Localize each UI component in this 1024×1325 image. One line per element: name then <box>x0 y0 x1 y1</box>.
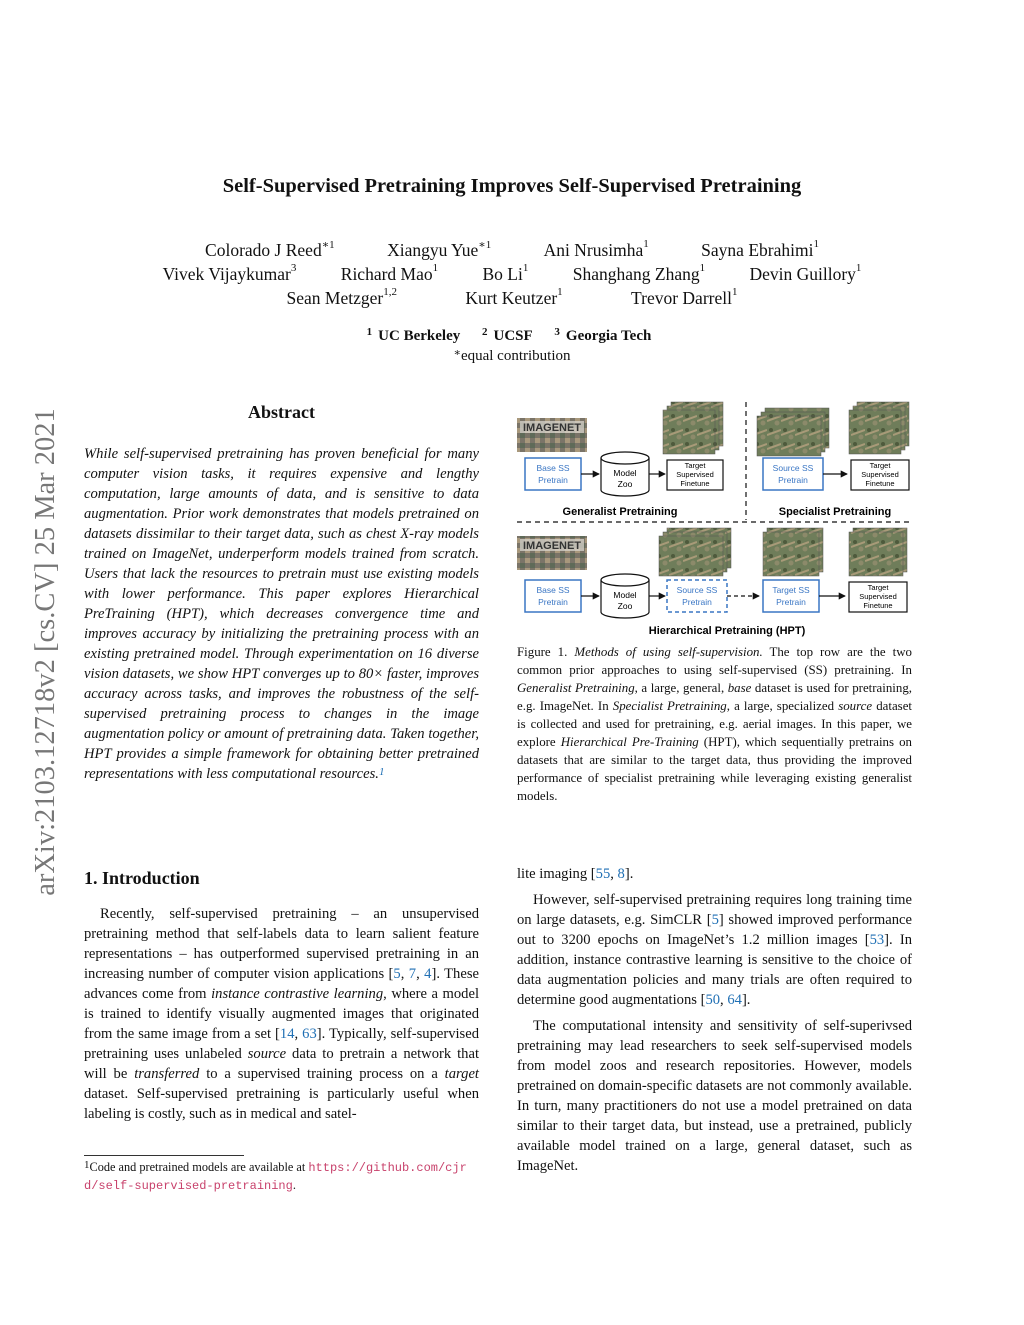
model-zoo-cylinder-2 <box>601 574 649 618</box>
intro-right-column <box>517 864 912 1176</box>
svg-text:Target: Target <box>869 461 891 470</box>
svg-text:Supervised: Supervised <box>859 592 897 601</box>
source-ss-box <box>763 458 823 490</box>
svg-text:Source SS: Source SS <box>772 463 814 473</box>
figure-1 <box>515 398 915 638</box>
hierarchical-label: Hierarchical Pretraining (HPT) <box>648 625 806 637</box>
section-heading-introduction: 1. Introduction <box>84 868 200 888</box>
author: Shanghang Zhang$^1$ <box>572 262 706 284</box>
author: Sean Metzger$^{1,2}$ <box>286 286 397 308</box>
author: Colorado J Reed$^{∗1}$ <box>205 239 335 260</box>
target-image-stack <box>663 402 723 454</box>
base-ss-box-2 <box>525 580 581 612</box>
imagenet-image-stack <box>517 418 587 452</box>
svg-text:IMAGENET: IMAGENET <box>522 540 582 552</box>
source-ss-box-2 <box>667 580 727 612</box>
svg-text:Zoo: Zoo <box>617 479 633 489</box>
affiliation: $^2$ UCSF <box>481 326 533 344</box>
author: Kurt Keutzer$^1$ <box>465 286 563 308</box>
author: Ani Nrusimha$^1$ <box>543 238 649 260</box>
specialist-label: Specialist Pretraining <box>778 506 892 518</box>
generalist-label: Generalist Pretraining <box>562 506 678 518</box>
author: Devin Guillory$^1$ <box>749 262 862 284</box>
svg-text:Base SS: Base SS <box>536 585 570 595</box>
affiliations <box>0 328 1024 345</box>
citation-link[interactable]: 14 <box>279 1026 295 1042</box>
footnote-link[interactable]: 1 <box>378 766 385 778</box>
citation-link[interactable]: 5 <box>393 966 401 982</box>
svg-text:Target SS: Target SS <box>772 585 810 595</box>
svg-text:Source SS: Source SS <box>676 585 718 595</box>
svg-text:Pretrain: Pretrain <box>538 475 568 485</box>
citation-link[interactable]: 55 <box>595 866 611 882</box>
intro-paragraph-2: However, self-supervised pretraining requires long training time on large datasets, e.g. SimCLR [5] showed improved performance out to 3200 epochs on ImageNet’s 1.2 million images [53]. In addition, instance contrastive learning is sensitive to the choice of data augmentation policies and many trials are often required to determine good augmentations [50, 64]. <box>517 892 912 1008</box>
svg-text:Pretrain: Pretrain <box>682 597 712 607</box>
target-ss-box <box>763 580 819 612</box>
target-image-stack-4 <box>849 528 907 576</box>
citation-link[interactable]: 63 <box>302 1026 317 1042</box>
target-image-stack-3 <box>763 528 823 576</box>
footnote: $^1$Code and pretrained models are available at https://github.com/cjrd/self-supervised-pretraining. <box>84 1159 467 1193</box>
svg-text:Supervised: Supervised <box>676 470 714 479</box>
svg-text:Finetune: Finetune <box>680 479 710 488</box>
target-finetune-box <box>667 460 723 490</box>
target-image-stack-2 <box>849 402 909 454</box>
citation-link[interactable]: 64 <box>727 992 742 1008</box>
author-row-1 <box>0 240 1024 261</box>
source-image-stack-2 <box>659 528 731 576</box>
imagenet-label: IMAGENET <box>522 422 582 434</box>
citation-link[interactable]: 53 <box>869 932 885 948</box>
intro-paragraph-1-continued: lite imaging [55, 8]. <box>517 866 634 882</box>
svg-text:Model: Model <box>613 468 637 478</box>
affiliation: $^3$ Georgia Tech <box>554 326 652 344</box>
author-row-2 <box>0 264 1024 285</box>
citation-link[interactable]: 7 <box>408 966 417 982</box>
target-finetune-box-3 <box>849 582 907 612</box>
svg-text:Finetune: Finetune <box>863 601 893 610</box>
author: Vivek Vijaykumar$^3$ <box>162 262 297 284</box>
author-row-3 <box>0 288 1024 309</box>
citation-link[interactable]: 8 <box>617 866 625 882</box>
author: Bo Li$^1$ <box>482 262 529 284</box>
base-ss-box <box>525 458 581 490</box>
svg-text:Model: Model <box>613 590 637 600</box>
author: Richard Mao$^1$ <box>340 262 439 284</box>
affiliation: $^1$ UC Berkeley <box>366 326 461 344</box>
svg-text:Target: Target <box>684 461 706 470</box>
footnote-rule <box>84 1155 244 1156</box>
target-finetune-box-2 <box>851 460 909 490</box>
svg-text:Pretrain: Pretrain <box>776 597 806 607</box>
svg-text:Supervised: Supervised <box>861 470 899 479</box>
arxiv-id: arXiv:2103.12718v2 [cs.CV] 25 Mar 2021 <box>30 408 61 896</box>
paper-title: Self-Supervised Pretraining Improves Self-Supervised Pretraining <box>222 175 802 197</box>
svg-text:Target: Target <box>867 583 889 592</box>
source-image-stack <box>757 408 829 456</box>
abstract-text: While self-supervised pretraining has proven beneficial for many computer vision tasks, it requires expensive and lengthy computation, large amounts of data, and is sensitive to data augmentation. Prior work demonstrates that models pretrained on datasets dissimilar to their target data, such as chest X-ray models trained on ImageNet, underperform models trained from scratch. Users that lack the resources to pretrain must use existing models with lower performance. This paper explores Hierarchical PreTraining (HPT), which decreases convergence time and improves accuracy by initializing the pretraining process with an existing pretrained model. Through experimentation on 16 diverse vision datasets, we show HPT converges up to 80× faster, improves accuracy across tasks, and improves the robustness of the self-supervised pretraining process to changes in the image augmentation policy or amount of pretraining data. Taken together, HPT provides a simple framework for obtaining better pretrained representations with less computational resources.$^1$ <box>84 446 479 782</box>
svg-text:Base SS: Base SS <box>536 463 570 473</box>
author: Trevor Darrell$^1$ <box>631 286 738 308</box>
imagenet-image-stack-2 <box>517 536 587 570</box>
svg-text:Zoo: Zoo <box>617 601 633 611</box>
abstract-heading: Abstract <box>248 402 315 422</box>
figure-caption: Figure 1. Methods of using self-supervision. The top row are the two common prior approaches to using self-supervised (SS) pretraining. In Generalist Pretraining, a large, general, base dataset is used for pretraining, e.g. ImageNet. In Specialist Pretraining, a large, specialized source dataset is collected and used for pretraining, e.g. aerial images. In this paper, we explore Hierarchical Pre-Training (HPT), which sequentially pretrains on datasets that are similar to the target data, thus providing the improved performance of specialist pretraining while leveraging existing generalist models. <box>517 645 913 803</box>
svg-text:Pretrain: Pretrain <box>778 475 808 485</box>
intro-paragraph-3: The computational intensity and sensitivity of self-superivsed pretraining may lead researchers to seek self-supervised models from model zoos and research repositories. However, models pretrained on domain-specific datasets are not commonly available. In turn, many practitioners do not use a model pretrained on data similar to their target data, but instead, use a pretrained, publicly available model trained on a large, general dataset, such as ImageNet. <box>517 1018 912 1174</box>
svg-text:Pretrain: Pretrain <box>538 597 568 607</box>
citation-link[interactable]: 5 <box>711 912 719 928</box>
author: Sayna Ebrahimi$^1$ <box>701 238 819 260</box>
citation-link[interactable]: 50 <box>705 992 721 1008</box>
arxiv-stamp <box>26 352 66 952</box>
code-url-link[interactable]: https://github.com/cjrd/self-supervised-pretraining <box>84 1161 467 1193</box>
svg-text:Finetune: Finetune <box>865 479 895 488</box>
intro-paragraph-1: Recently, self-supervised pretraining – an unsupervised pretraining method that self-labels data to learn salient feature representations – has outperformed supervised pretraining in an increasing number of computer vision applications [5, 7, 4]. These advances come from instance contrastive learning, where a model is trained to identify visually augmented images that originated from the same image from a set [14, 63]. Typically, self-supervised pretraining uses unlabeled source data to pretrain a network that will be transferred to a supervised training process on a target dataset. Self-supervised pretraining is particularly useful when labeling is costly, such as in medical and satel- <box>84 906 480 1122</box>
equal-contribution-note: ∗equal contribution <box>453 347 571 364</box>
model-zoo-cylinder <box>601 452 649 496</box>
author: Xiangyu Yue$^{∗1}$ <box>387 239 492 260</box>
citation-link[interactable]: 4 <box>424 966 432 982</box>
